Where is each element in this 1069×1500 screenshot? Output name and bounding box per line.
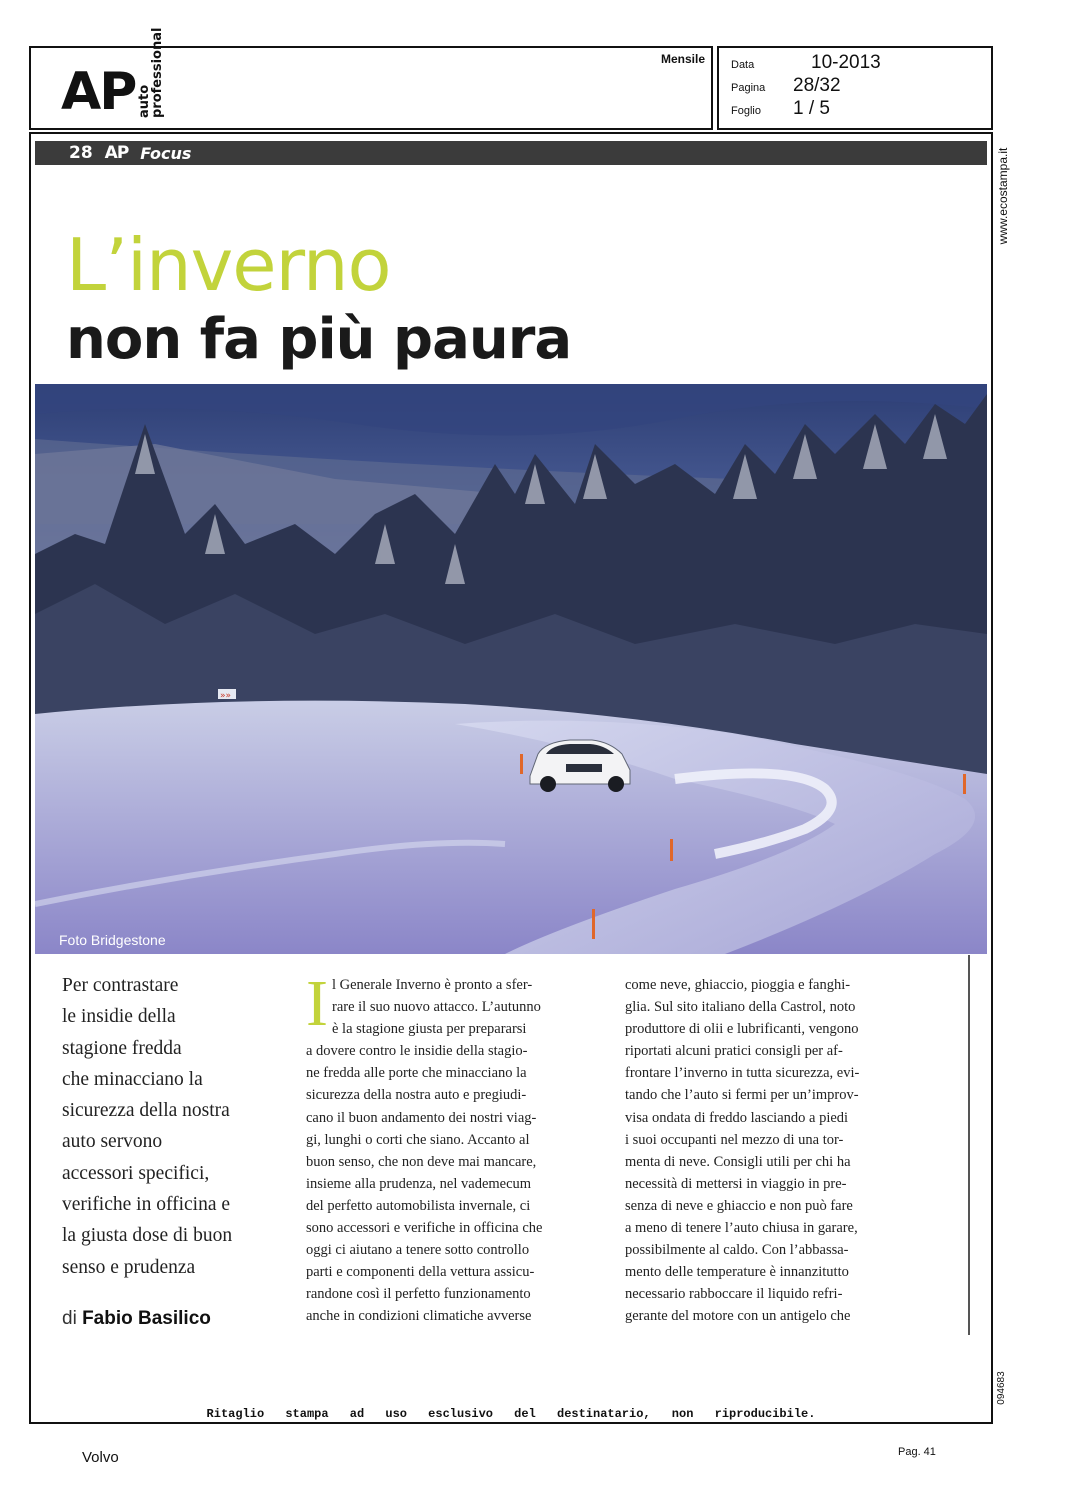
page-number: 28 (69, 143, 93, 163)
logo-main: AP (61, 62, 136, 122)
drop-cap: I (306, 967, 328, 1040)
body-line: i suoi occupanti nel mezzo di una tor- (625, 1131, 844, 1148)
meta-value: 10-2013 (811, 52, 881, 73)
meta-row-page (731, 75, 841, 97)
article-lead (62, 970, 282, 1283)
meta-row-sheet (731, 98, 830, 120)
article-title-line-1: L’inverno (66, 223, 391, 307)
lead-line: senso e prudenza (62, 1256, 196, 1278)
body-line: tando che l’auto si fermi per un’improv- (625, 1087, 859, 1104)
lead-line: stagione fredda (62, 1037, 182, 1059)
meta-label: Pagina (731, 82, 766, 94)
body-line: insieme alla prudenza, nel vademecum (306, 1175, 532, 1192)
body-line: è la stagione giusta per prepararsi (332, 1021, 527, 1038)
section-label: Focus (140, 143, 192, 163)
issue-meta-box (717, 46, 993, 130)
body-line: necessario rabboccare il liquido refri- (625, 1286, 843, 1303)
body-line: rare il suo nuovo attacco. L’autunno (332, 999, 541, 1016)
body-line: a dovere contro le insidie della stagio- (306, 1043, 528, 1060)
photo-credit: Foto Bridgestone (59, 932, 166, 948)
lead-line: le insidie della (62, 1006, 176, 1028)
body-line: a meno di tenere l’auto chiusa in garare, (625, 1220, 858, 1237)
lead-line: auto servono (62, 1131, 163, 1153)
body-line: l Generale Inverno è pronto a sfer- (332, 977, 533, 993)
meta-value: 28/32 (793, 75, 841, 96)
body-line: gi, lunghi o corti che siano. Accanto al (306, 1131, 530, 1148)
body-line: gerante del motore con un antigelo che (625, 1308, 851, 1325)
lead-line: la giusta dose di buon (62, 1225, 233, 1247)
clipping-notice: Ritaglio stampa ad uso esclusivo del destinatario, non riproducibile. (206, 1407, 816, 1421)
body-line: ne fredda alle porte che minacciano la (306, 1065, 527, 1082)
body-line: sono accessori e verifiche in officina che (306, 1220, 543, 1237)
body-line: buon senso, che non deve mai mancare, (306, 1153, 537, 1170)
section-logo: AP (104, 143, 129, 163)
body-line: cano il buon andamento dei nostri viag- (306, 1109, 537, 1126)
body-line: sicurezza della nostra auto e pregiudi- (306, 1087, 527, 1104)
byline-prefix: di (62, 1308, 77, 1329)
body-line: del perfetto automobilista invernale, ci (306, 1197, 531, 1214)
snowy-road-illustration (35, 384, 987, 954)
meta-value: 1 / 5 (793, 98, 830, 119)
article-column-1 (306, 967, 596, 1328)
article-title-line-2: non fa più paura (66, 307, 572, 372)
body-line: come neve, ghiaccio, pioggia e fanghi- (625, 977, 851, 993)
website-vertical (996, 140, 1012, 252)
svg-text:»»: »» (220, 691, 232, 701)
body-line: menta di neve. Consigli utili per chi ha (625, 1153, 851, 1170)
website-text: www.ecostampa.it (996, 147, 1010, 245)
publication-logo (61, 27, 166, 122)
column-divider (968, 955, 970, 1335)
body-line: randone così il perfetto funzionamento (306, 1286, 531, 1303)
body-line: oggi ci aiutano a tenere sotto controllo (306, 1242, 530, 1259)
body-line: visa ondata di freddo lasciando a piedi (625, 1109, 849, 1126)
section-bar (35, 141, 987, 165)
body-line: parti e componenti della vettura assicu- (306, 1264, 535, 1281)
lead-line: verifiche in officina e (62, 1194, 231, 1216)
body-line: glia. Sul sito italiano della Castrol, noto (625, 999, 856, 1016)
masthead-box (29, 27, 713, 130)
lead-line: accessori specifici, (62, 1162, 210, 1184)
lead-line: che minacciano la (62, 1068, 203, 1090)
meta-label: Data (731, 59, 755, 71)
source-label: Volvo (82, 1449, 119, 1466)
meta-label: Foglio (731, 105, 761, 117)
body-line: necessità di mettersi in viaggio in pre- (625, 1175, 847, 1192)
frequency-label: Mensile (660, 52, 705, 66)
code-text: 094683 (996, 1371, 1007, 1405)
body-line: mento delle temperature è innanzitutto (625, 1264, 849, 1281)
logo-side-text: auto professional (137, 27, 166, 118)
footer-page-number: Pag. 41 (898, 1446, 936, 1458)
body-line: produttore di olii e lubrificanti, vengono (625, 1021, 859, 1038)
body-line: possibilmente al caldo. Con l’abbassa- (625, 1242, 849, 1259)
body-line: anche in condizioni climatiche avverse (306, 1308, 532, 1325)
article-photo (35, 384, 987, 954)
meta-row-date (731, 52, 881, 74)
body-line: riportati alcuni pratici consigli per af- (625, 1043, 843, 1060)
body-line: frontare l’inverno in tutta sicurezza, evi- (625, 1065, 860, 1082)
body-line: senza di neve e ghiaccio e non può fare (625, 1197, 853, 1214)
lead-line: Per contrastare (62, 975, 179, 996)
author-name: Fabio Basilico (82, 1308, 211, 1329)
byline (62, 1308, 211, 1330)
code-vertical (996, 1366, 1012, 1410)
lead-line: sicurezza della nostra (62, 1100, 230, 1122)
article-column-2 (625, 974, 915, 1328)
